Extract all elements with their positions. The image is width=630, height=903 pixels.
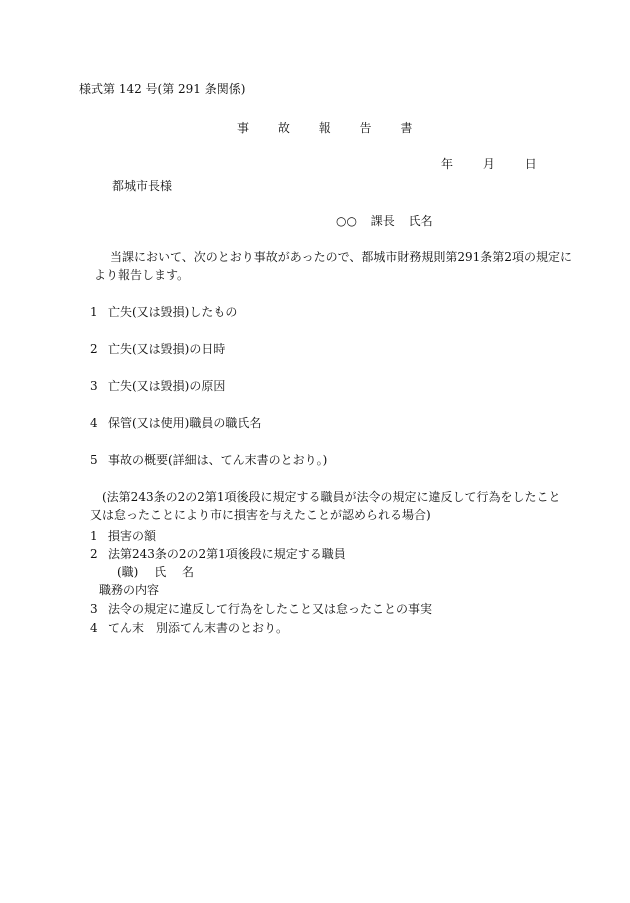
addressee: 都城市長様 — [112, 179, 173, 193]
sender-dept: ○○ — [336, 214, 357, 228]
title-char: 告 — [359, 121, 372, 135]
note-line: (法第243条の2の2第1項後段に規定する職員が法令の規定に違反して行為をしたこと — [102, 490, 561, 504]
document-title — [237, 119, 412, 137]
list-item — [90, 451, 327, 469]
sub-item-number: 3 — [90, 602, 98, 616]
staff-surname-label: 氏 — [154, 565, 167, 579]
sub-item-text: 法第243条の2の2第1項後段に規定する職員 — [108, 547, 346, 561]
note-paragraph — [90, 488, 560, 524]
item-number: 1 — [90, 305, 98, 319]
title-char: 書 — [400, 121, 413, 135]
title-char: 報 — [318, 121, 331, 135]
title-char: 故 — [277, 121, 290, 135]
sub-item — [90, 619, 288, 637]
item-text: 亡失(又は毀損)したもの — [108, 305, 238, 319]
sub-item-text: てん末 別添てん末書のとおり。 — [108, 621, 289, 635]
duty-content-label: 職務の内容 — [99, 583, 160, 597]
list-item — [90, 303, 237, 321]
title-char: 事 — [237, 121, 250, 135]
sub-item-text: 損害の額 — [108, 529, 157, 543]
item-text: 事故の概要(詳細は、てん末書のとおり。) — [108, 453, 328, 467]
intro-line: より報告します。 — [94, 268, 190, 282]
sender-position: 課長 — [370, 214, 395, 228]
sub-item — [90, 527, 156, 545]
note-line: 又は怠ったことにより市に損害を与えたことが認められる場合) — [90, 508, 431, 522]
sub-item — [90, 600, 432, 618]
item-number: 4 — [90, 416, 98, 430]
intro-paragraph — [94, 248, 572, 284]
sender-name-label: 氏名 — [408, 214, 433, 228]
date-line — [441, 155, 537, 173]
item-text: 亡失(又は毀損)の日時 — [108, 342, 226, 356]
sub-item-number: 1 — [90, 529, 98, 543]
list-item — [90, 340, 225, 358]
staff-name-line — [117, 563, 206, 581]
sender-line — [336, 212, 433, 230]
item-number: 3 — [90, 379, 98, 393]
item-number: 2 — [90, 342, 98, 356]
item-number: 5 — [90, 453, 98, 467]
sub-item-number: 2 — [90, 547, 98, 561]
date-year: 年 — [441, 157, 454, 171]
staff-position-label: (職) — [117, 565, 139, 579]
item-text: 保管(又は使用)職員の職氏名 — [108, 416, 262, 430]
staff-given-label: 名 — [182, 565, 195, 579]
form-number: 様式第 142 号(第 291 条関係) — [79, 82, 246, 96]
intro-line: 当課において、次のとおり事故があったので、都城市財務規則第291条第2項の規定に — [110, 250, 572, 264]
date-day: 日 — [524, 157, 537, 171]
list-item — [90, 377, 225, 395]
item-text: 亡失(又は毀損)の原因 — [108, 379, 226, 393]
sub-item-text: 法令の規定に違反して行為をしたこと又は怠ったことの事実 — [108, 602, 433, 616]
date-month: 月 — [482, 157, 495, 171]
sub-item — [90, 545, 346, 563]
list-item — [90, 414, 261, 432]
sub-item-number: 4 — [90, 621, 98, 635]
